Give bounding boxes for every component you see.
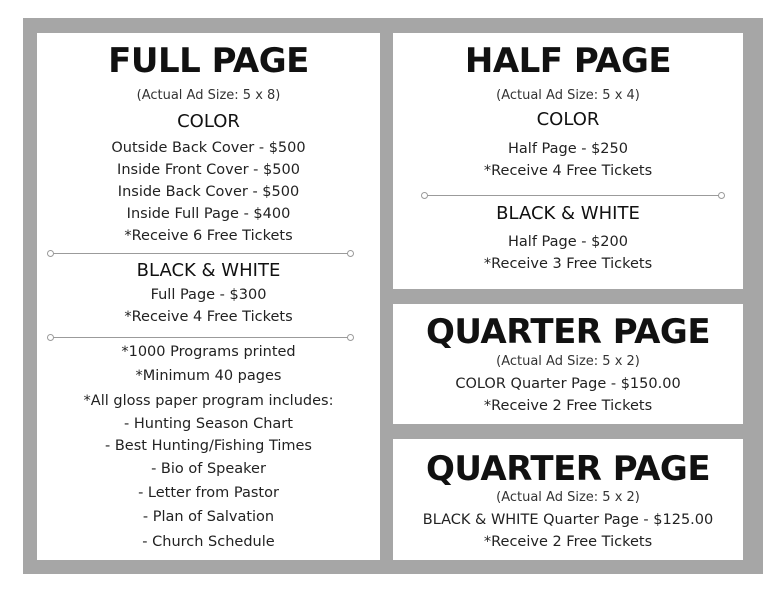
half-page-bw-heading: BLACK & WHITE <box>496 203 640 224</box>
quarter-bw-price: BLACK & WHITE Quarter Page - $125.00 <box>422 512 714 528</box>
full-page-title: FULL PAGE <box>108 41 309 81</box>
half-page-color-item: Half Page - $250 <box>508 141 628 157</box>
divider <box>425 195 721 196</box>
quarter-bw-tickets: *Receive 2 Free Tickets <box>483 534 653 550</box>
extras-item: *All gloss paper program includes: <box>83 393 334 409</box>
full-page-color-item: Inside Front Cover - $500 <box>117 162 300 178</box>
quarter-bw-title: QUARTER PAGE <box>425 449 711 489</box>
full-page-color-heading: COLOR <box>177 111 240 132</box>
extras-item: *Minimum 40 pages <box>135 368 282 384</box>
half-page-bw-tickets: *Receive 3 Free Tickets <box>483 256 653 272</box>
full-page-color-item: Inside Full Page - $400 <box>126 206 291 222</box>
quarter-color-tickets: *Receive 2 Free Tickets <box>483 398 653 414</box>
divider <box>51 253 350 254</box>
extras-item: *1000 Programs printed <box>121 344 296 360</box>
full-page-color-item: Outside Back Cover - $500 <box>111 140 306 156</box>
extras-item: - Bio of Speaker <box>151 461 266 477</box>
half-page-size: (Actual Ad Size: 5 x 4) <box>496 88 640 103</box>
half-page-title: HALF PAGE <box>464 41 672 81</box>
full-page-color-tickets: *Receive 6 Free Tickets <box>124 228 293 244</box>
full-page-color-item: Inside Back Cover - $500 <box>117 184 300 200</box>
half-page-color-heading: COLOR <box>536 109 600 130</box>
half-page-color-tickets: *Receive 4 Free Tickets <box>483 163 653 179</box>
full-page-bw-tickets: *Receive 4 Free Tickets <box>124 309 293 325</box>
extras-item: - Plan of Salvation <box>142 509 275 525</box>
quarter-bw-size: (Actual Ad Size: 5 x 2) <box>496 490 640 505</box>
quarter-page-bw-panel <box>393 439 743 560</box>
quarter-color-price: COLOR Quarter Page - $150.00 <box>455 376 681 392</box>
full-page-bw-heading: BLACK & WHITE <box>136 260 281 281</box>
full-page-bw-item: Full Page - $300 <box>150 287 267 303</box>
full-page-panel <box>37 33 380 560</box>
half-page-bw-item: Half Page - $200 <box>508 234 628 250</box>
extras-item: - Hunting Season Chart <box>124 416 293 432</box>
quarter-page-color-panel <box>393 304 743 424</box>
divider <box>51 337 350 338</box>
extras-item: - Letter from Pastor <box>138 485 279 501</box>
half-page-panel <box>393 33 743 289</box>
quarter-color-size: (Actual Ad Size: 5 x 2) <box>496 354 640 369</box>
full-page-size: (Actual Ad Size: 5 x 8) <box>136 88 281 103</box>
extras-item: - Best Hunting/Fishing Times <box>105 438 312 454</box>
quarter-color-title: QUARTER PAGE <box>425 312 711 352</box>
extras-item: - Church Schedule <box>142 534 275 550</box>
